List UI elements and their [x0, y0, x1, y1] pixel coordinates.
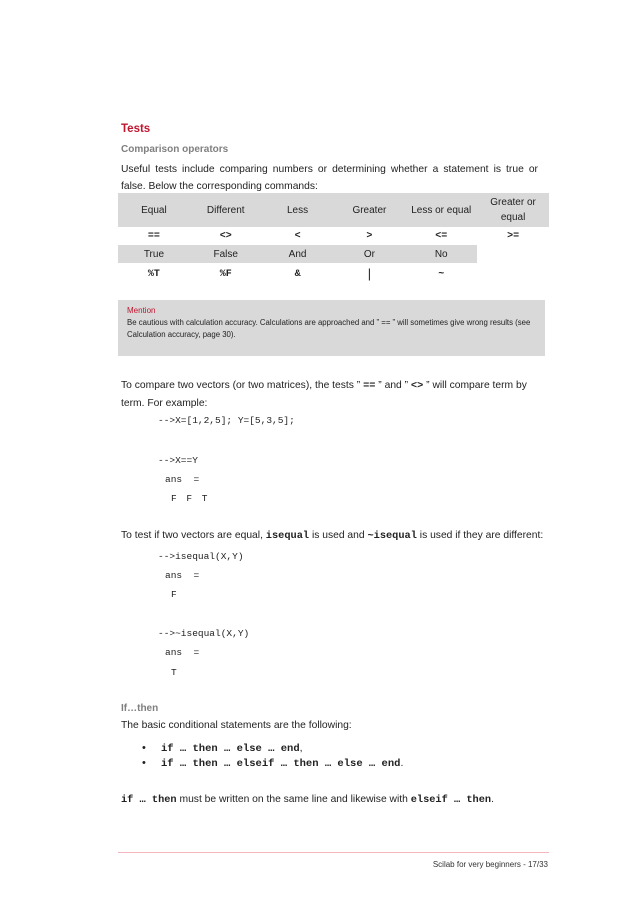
list-item [142, 742, 303, 755]
mention-text: Be cautious with calculation accuracy. Calculations are approached and ” == ” will sometimes give wrong results (see Calculation accuracy, page 30). [127, 318, 531, 339]
code-line: ans = [165, 570, 200, 581]
isequal-paragraph [121, 530, 543, 542]
subsection-title: Comparison operators [121, 144, 229, 155]
table-header-cell: Less [262, 193, 334, 227]
subsection-title: If…then [121, 703, 159, 714]
final-paragraph [121, 794, 494, 806]
text-span: must be written on the same line and likewise with [176, 794, 411, 805]
text-span: , [299, 742, 303, 754]
table-row [118, 263, 549, 285]
code-line: ans = [165, 647, 200, 658]
table-cell: > [366, 230, 373, 242]
table-cell: ~ [438, 268, 445, 280]
table-cell: <= [435, 230, 448, 242]
operators-table [118, 193, 549, 285]
table-cell: == [147, 230, 160, 242]
table-header-cell: Greater [333, 193, 405, 227]
text-span: ” will compare term by term. For example: [121, 380, 527, 409]
compare-paragraph [121, 377, 551, 412]
table-cell: %F [219, 268, 232, 280]
table-cell: | [365, 266, 374, 282]
inline-code: <> [410, 380, 424, 392]
mention-box [118, 300, 545, 356]
text-span: To test if two vectors are equal, [121, 530, 266, 541]
footer-divider [118, 852, 549, 853]
table-cell-empty [477, 245, 549, 263]
code-line: T [171, 667, 177, 678]
text-span: To compare two vectors (or two matrices), the tests ” [121, 380, 361, 391]
table-header-row [118, 193, 549, 227]
section-title: Tests [121, 123, 151, 135]
code-line: -->X==Y [158, 455, 198, 466]
table-cell: <> [219, 230, 232, 242]
table-header-cell: Equal [118, 193, 190, 227]
code-line: F F T [171, 493, 210, 504]
table-header-cell: Greater or equal [477, 193, 549, 227]
inline-code: isequal [265, 530, 310, 542]
paragraph: The basic conditional statements are the following: [121, 720, 352, 731]
table-cell: & [294, 268, 301, 280]
inline-code: ~isequal [367, 530, 417, 542]
table-row [118, 245, 549, 263]
table-header-cell: Less or equal [405, 193, 477, 227]
bullet-icon: • [142, 742, 146, 754]
inline-code: elseif … then [410, 794, 492, 806]
page-footer: Scilab for very beginners - 17/33 [432, 860, 548, 869]
text-span: . [491, 794, 494, 805]
inline-code: if … then [121, 794, 177, 806]
list-item [142, 757, 403, 770]
table-cell: False [190, 245, 262, 263]
table-cell: Or [333, 245, 405, 263]
text-span: is used if they are different: [419, 530, 544, 541]
table-row [118, 227, 549, 245]
code-line: -->isequal(X,Y) [158, 551, 244, 562]
table-cell: %T [147, 268, 160, 280]
code-line: -->X=[1,2,5]; Y=[5,3,5]; [158, 415, 295, 426]
inline-code: if … then … else … end [161, 743, 300, 755]
table-cell: And [262, 245, 334, 263]
table-cell-empty [477, 263, 549, 285]
code-line: -->~isequal(X,Y) [158, 628, 250, 639]
text-span: . [400, 757, 404, 769]
mention-title: Mention [127, 306, 156, 315]
code-line: ans = [165, 474, 200, 485]
text-span: is used and [311, 530, 368, 541]
bullet-icon: • [142, 757, 146, 769]
inline-code: == [363, 380, 376, 392]
table-cell: >= [507, 230, 520, 242]
text-span: ” and ” [378, 380, 411, 391]
inline-code: if … then … elseif … then … else … end [161, 758, 401, 770]
code-line: F [171, 589, 177, 600]
table-cell: True [118, 245, 190, 263]
table-header-cell: Different [190, 193, 262, 227]
intro-paragraph: Useful tests include comparing numbers or determining whether a statement is true or false. Below the corresponding commands: [121, 164, 538, 192]
table-cell: No [405, 245, 477, 263]
table-cell: < [294, 230, 301, 242]
